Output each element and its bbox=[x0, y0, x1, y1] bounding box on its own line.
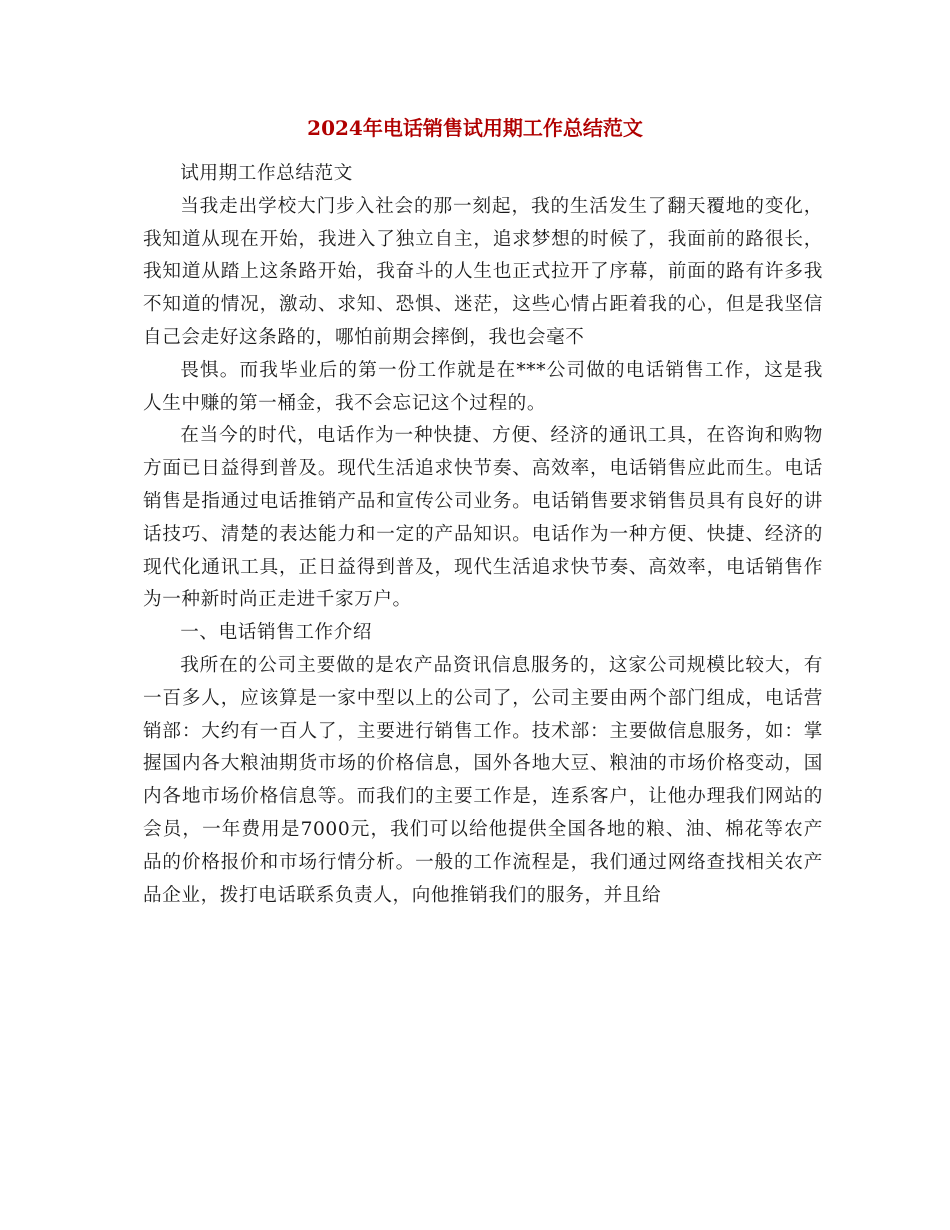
section-heading: 一、电话销售工作介绍 bbox=[180, 622, 373, 644]
body-paragraph: 在当今的时代，电话作为一种快捷、方便、经济的通讯工具，在咨询和购物方面已日益得到普及。现代生活追求快节奏、高效率，电话销售应此而生。电话销售是指通过电话推销产品和宣传公司业务。电话销售要求销售员具有良好的讲话技巧、清楚的表达能力和一定的产品知识。电话作为一种方便、快捷、经济的现代化通讯工具，正日益得到普及，现代生活追求快节奏、高效率，电话销售作为一种新时尚正走进千家万户。 bbox=[143, 425, 823, 611]
document-body bbox=[143, 158, 823, 912]
document-title: 2024年电话销售试用期工作总结范文 bbox=[307, 116, 643, 140]
body-paragraph: 畏惧。而我毕业后的第一份工作就是在***公司做的电话销售工作，这是我人生中赚的第一桶金，我不会忘记这个过程的。 bbox=[143, 359, 823, 414]
body-paragraph: 当我走出学校大门步入社会的那一刻起，我的生活发生了翻天覆地的变化，我知道从现在开始，我进入了独立自主，追求梦想的时候了，我面前的路很长，我知道从踏上这条路开始，我奋斗的人生也正式拉开了序幕，前面的路有许多我不知道的情况，激动、求知、恐惧、迷茫，这些心情占距着我的心，但是我坚信自己会走好这条路的，哪怕前期会摔倒，我也会毫不 bbox=[143, 195, 823, 348]
subtitle-paragraph: 试用期工作总结范文 bbox=[180, 163, 353, 184]
body-paragraph: 我所在的公司主要做的是农产品资讯信息服务的，这家公司规模比较大，有一百多人，应该算是一家中型以上的公司了，公司主要由两个部门组成，电话营销部：大约有一百人了，主要进行销售工作。技术部：主要做信息服务，如：掌握国内各大粮油期货市场的价格信息，国外各地大豆、粮油的市场价格变动，国内各地市场价格信息等。而我们的主要工作是，连系客户，让他办理我们网站的会员，一年费用是7000元，我们可以给他提供全国各地的粮、油、棉花等农产品的价格报价和市场行情分析。一般的工作流程是，我们通过网络查找相关农产品企业，拨打电话联系负责人，向他推销我们的服务，并且给 bbox=[143, 654, 823, 906]
